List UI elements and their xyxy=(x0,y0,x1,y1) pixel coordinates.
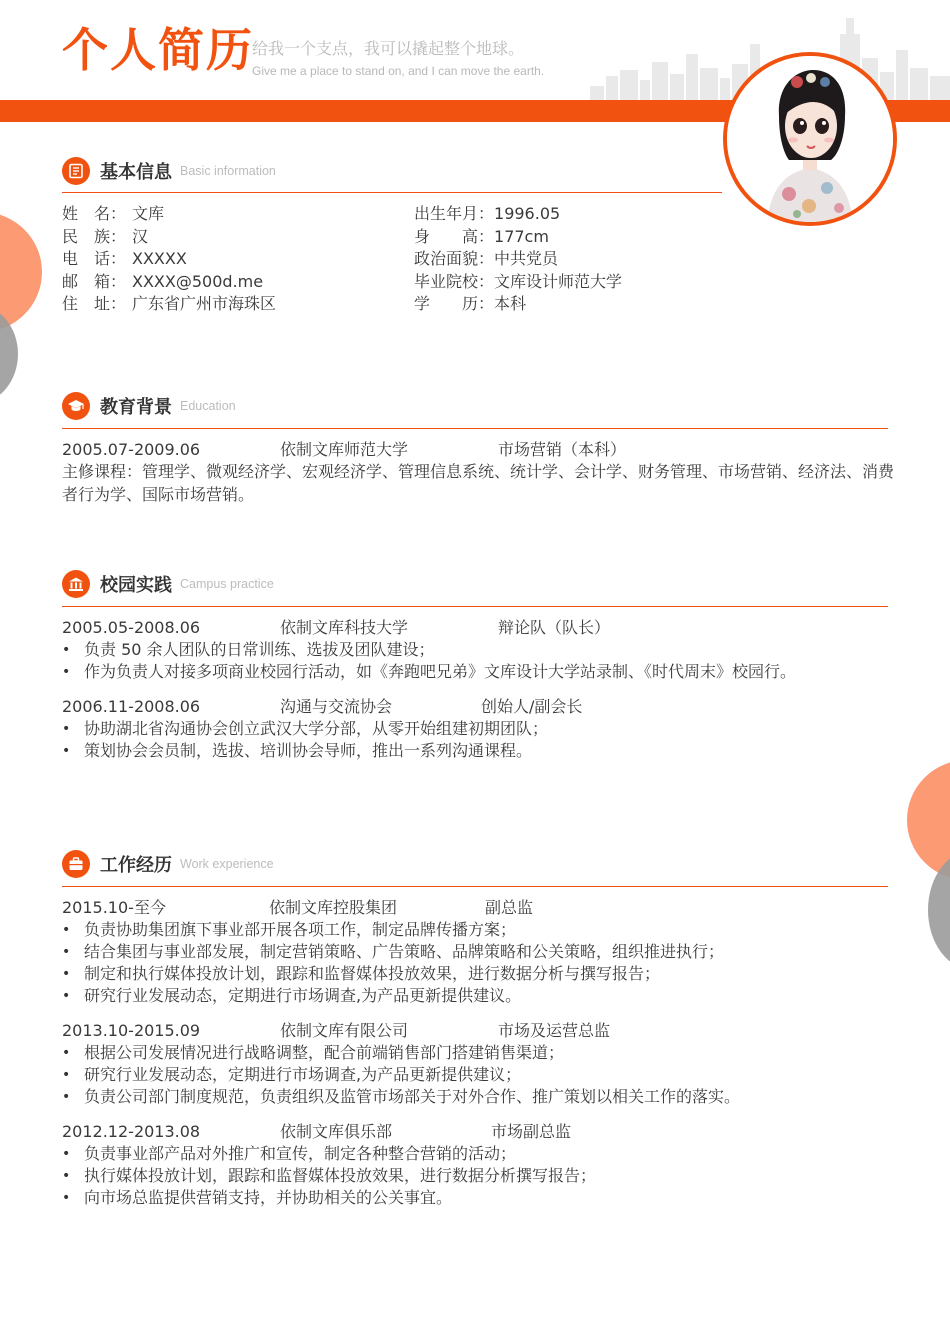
work-entry-header xyxy=(62,897,888,920)
section-subtitle-education: Education xyxy=(180,399,236,413)
section-title-work: 工作经历 xyxy=(100,855,172,876)
list-item: • 负责 50 余人团队的日常训练、选拔及团队建设； xyxy=(84,639,435,662)
section-title-campus: 校园实践 xyxy=(100,575,172,596)
section-header-campus xyxy=(62,569,274,599)
list-item: • 结合集团与事业部发展，制定营销策略、广告策略、品牌策略和公关策略，组织推进执行； xyxy=(84,941,724,964)
work-period: 2015.10-至今 xyxy=(62,898,166,917)
resume-title: 个人简历 xyxy=(62,23,254,77)
work-role: 市场副总监 xyxy=(491,1122,572,1141)
list-item: • 负责事业部产品对外推广和宣传，制定各种整合营销的活动； xyxy=(84,1143,516,1166)
avatar-illustration xyxy=(727,56,893,222)
list-item: • 研究行业发展动态，定期进行市场调查,为产品更新提供建议； xyxy=(84,1064,521,1087)
campus-entry-header xyxy=(62,617,888,640)
list-item: • 根据公司发展情况进行战略调整，配合前端销售部门搭建销售渠道； xyxy=(84,1042,564,1065)
section-divider-work xyxy=(62,886,888,887)
education-entry xyxy=(62,439,888,462)
decor-circle-orange-right xyxy=(907,760,950,880)
work-role: 市场及运营总监 xyxy=(498,1021,611,1040)
motto-english: Give me a place to stand on, and I can move the earth. xyxy=(252,64,545,78)
section-header-basic xyxy=(62,156,276,186)
section-title-basic: 基本信息 xyxy=(100,162,172,183)
info-degree: 学 历：本科 xyxy=(414,294,527,313)
campus-role: 辩论队（队长） xyxy=(498,618,611,637)
info-phone: 电 话： XXXXX xyxy=(62,249,187,268)
section-header-work xyxy=(62,849,274,879)
section-subtitle-basic: Basic information xyxy=(180,164,276,178)
info-name: 姓 名： 文库 xyxy=(62,204,165,223)
work-period: 2013.10-2015.09 xyxy=(62,1021,201,1040)
section-title-education: 教育背景 xyxy=(100,397,172,418)
list-item: • 负责协助集团旗下事业部开展各项工作，制定品牌传播方案； xyxy=(84,919,516,942)
work-entry-header xyxy=(62,1020,888,1043)
education-courses: 主修课程：管理学、微观经济学、宏观经济学、管理信息系统、统计学、会计学、财务管理、市场营销、经济法、消费者行为学、国际市场营销。 xyxy=(62,462,895,504)
list-item: • 作为负责人对接多项商业校园行活动，如《奔跑吧兄弟》文库设计大学站录制、《时代周末》校园行。 xyxy=(84,661,796,684)
avatar xyxy=(723,52,897,226)
section-subtitle-work: Work experience xyxy=(180,857,274,871)
info-height: 身 高：177cm xyxy=(414,226,549,246)
list-item: • 执行媒体投放计划，跟踪和监督媒体投放效果，进行数据分析撰写报告； xyxy=(84,1165,596,1188)
work-role: 副总监 xyxy=(485,898,534,917)
campus-period: 2006.11-2008.06 xyxy=(62,697,201,716)
info-school: 毕业院校：文库设计师范大学 xyxy=(414,271,623,291)
id-card-icon xyxy=(62,157,90,185)
briefcase-icon xyxy=(62,850,90,878)
campus-org: 沟通与交流协会 xyxy=(280,697,393,716)
section-divider-campus xyxy=(62,606,888,607)
info-address: 住 址： 广东省广州市海珠区 xyxy=(62,294,277,313)
section-header-education xyxy=(62,391,236,421)
education-major: 市场营销（本科） xyxy=(498,440,627,459)
campus-role: 创始人/副会长 xyxy=(481,697,583,716)
work-period: 2012.12-2013.08 xyxy=(62,1122,201,1141)
graduation-cap-icon xyxy=(62,392,90,420)
list-item: • 制定和执行媒体投放计划，跟踪和监督媒体投放效果，进行数据分析与撰写报告； xyxy=(84,963,660,986)
section-divider-education xyxy=(62,428,888,429)
list-item: • 协助湖北省沟通协会创立武汉大学分部，从零开始组建初期团队； xyxy=(84,718,548,741)
campus-org: 依制文库科技大学 xyxy=(280,618,409,637)
work-entry-header xyxy=(62,1121,888,1144)
list-item: • 研究行业发展动态，定期进行市场调查,为产品更新提供建议。 xyxy=(84,985,521,1008)
bank-icon xyxy=(62,570,90,598)
education-school: 依制文库师范大学 xyxy=(280,440,409,459)
section-divider-basic xyxy=(62,192,722,193)
info-political: 政治面貌：中共党员 xyxy=(414,249,559,268)
list-item: • 向市场总监提供营销支持，并协助相关的公关事宜。 xyxy=(84,1187,452,1210)
motto-chinese: 给我一个支点，我可以撬起整个地球。 xyxy=(252,39,525,58)
basic-info-right-column xyxy=(414,203,754,316)
section-subtitle-campus: Campus practice xyxy=(180,577,274,591)
list-item: • 负责公司部门制度规范，负责组织及监管市场部关于对外合作、推广策划以相关工作的落实。 xyxy=(84,1086,740,1109)
campus-period: 2005.05-2008.06 xyxy=(62,618,201,637)
education-period: 2005.07-2009.06 xyxy=(62,440,201,459)
info-birth: 出生年月：1996.05 xyxy=(414,204,561,223)
info-ethnicity: 民 族： 汉 xyxy=(62,226,149,246)
campus-entry-header xyxy=(62,696,888,719)
basic-info-left-column xyxy=(62,203,402,316)
work-org: 依制文库有限公司 xyxy=(280,1021,409,1040)
work-org: 依制文库俱乐部 xyxy=(280,1122,393,1141)
decor-circle-orange-left xyxy=(0,212,42,332)
list-item: • 策划协会会员制，选拔、培训协会导师，推出一系列沟通课程。 xyxy=(84,740,532,763)
work-org: 依制文库控股集团 xyxy=(269,898,398,917)
info-email: 邮 箱： XXXX@500d.me xyxy=(62,271,264,291)
